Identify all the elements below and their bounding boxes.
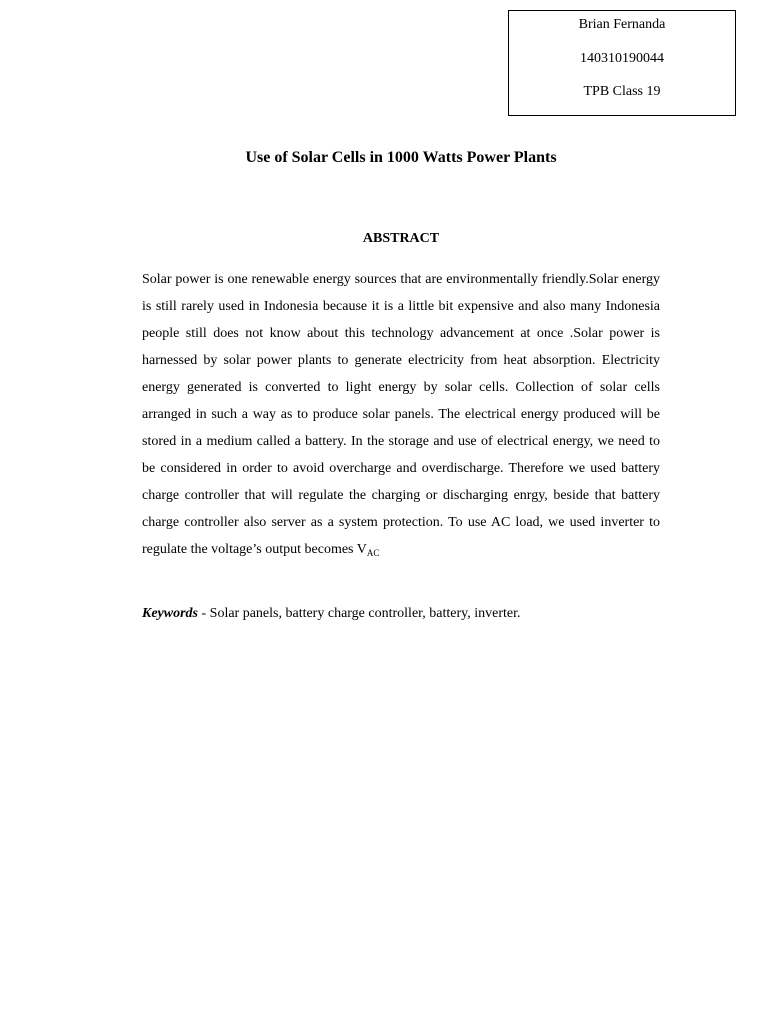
abstract-body	[142, 266, 660, 563]
keywords-line	[142, 604, 660, 624]
author-info-box	[508, 10, 736, 116]
class-label: TPB Class 19	[583, 84, 661, 99]
keywords-text: - Solar panels, battery charge controller, battery, inverter.	[198, 606, 521, 621]
keywords-label: Keywords	[142, 606, 198, 621]
student-id: 140310190044	[580, 51, 664, 66]
author-name: Brian Fernanda	[578, 17, 666, 32]
abstract-heading: ABSTRACT	[362, 231, 440, 246]
voltage-subscript: AC	[366, 548, 380, 558]
document-title: Use of Solar Cells in 1000 Watts Power Plants	[245, 149, 557, 166]
abstract-text: Solar power is one renewable energy sources that are environmentally friendly.Solar energy is still rarely used in Indonesia because it is a little bit expensive and also many Indonesia people still does not know about this technology advancement at once .Solar power is harnessed by solar power plants to generate electricity from heat absorption. Electricity energy generated is converted to light energy by solar cells. Collection of solar cells arranged in such a way as to produce solar panels. The electrical energy produced will be stored in a medium called a battery. In the storage and use of electrical energy, we need to be considered in order to avoid overcharge and overdischarge. Therefore we used battery charge controller that will regulate the charging or discharging enrgy, beside that battery charge controller also server as a system protection. To use AC load, we used inverter to regulate the voltage’s output becomes V	[142, 272, 660, 557]
